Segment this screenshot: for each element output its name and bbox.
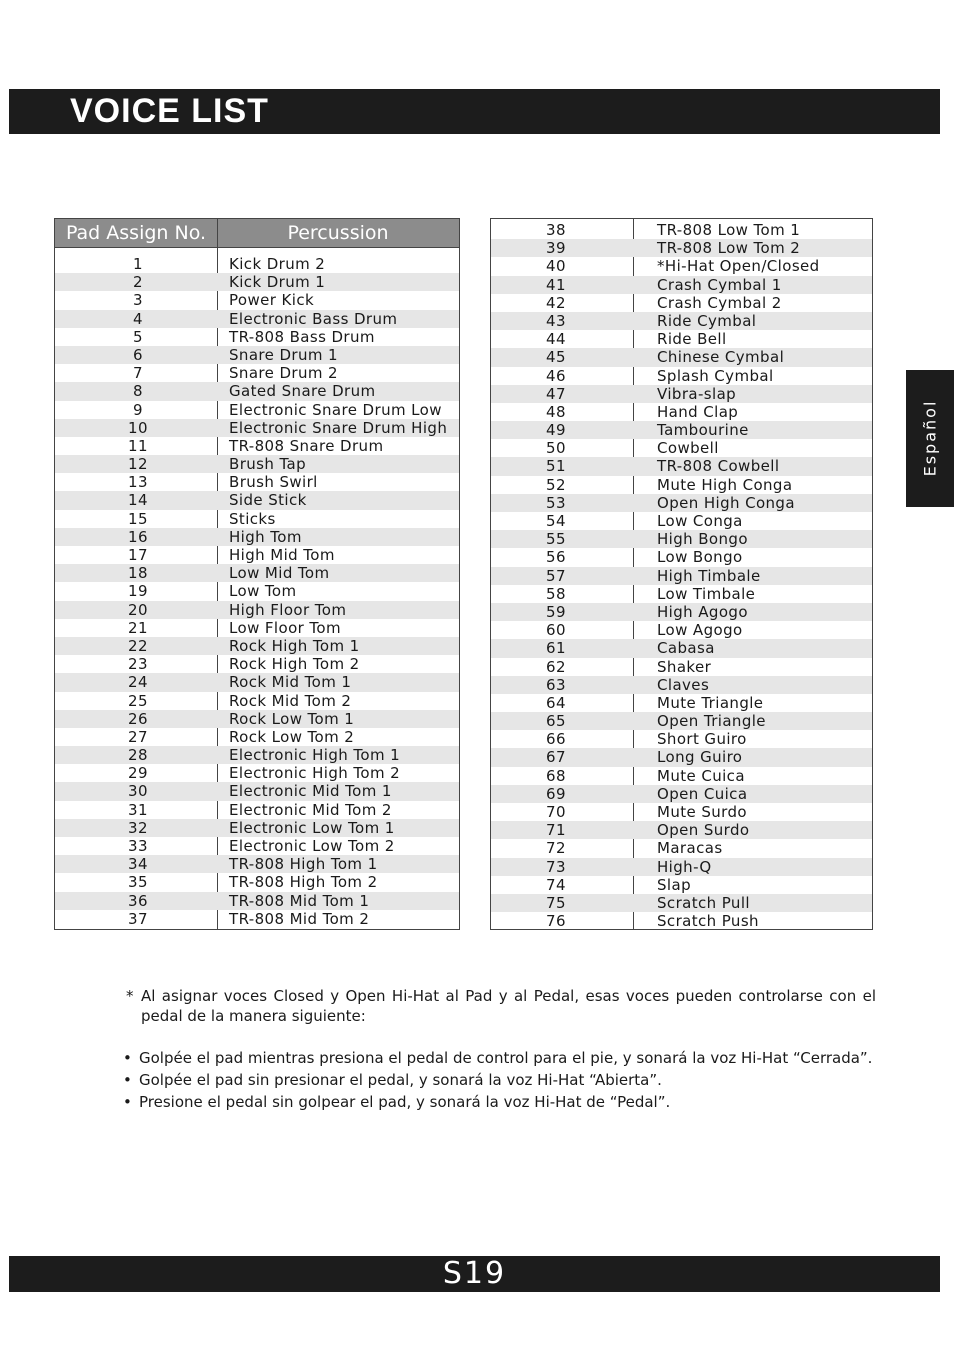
pad-number: 11 — [128, 436, 148, 455]
table-row — [491, 621, 872, 639]
percussion-name: Electronic Low Tom 1 — [229, 818, 395, 837]
table-row — [55, 637, 459, 655]
table-row — [491, 239, 872, 257]
table-row — [491, 457, 872, 475]
bullet-icon: • — [123, 1093, 132, 1111]
percussion-name: TR-808 Mid Tom 2 — [229, 909, 370, 928]
percussion-name: Open Surdo — [657, 821, 750, 840]
percussion-name: Chinese Cymbal — [657, 348, 785, 367]
language-tab — [906, 370, 954, 507]
table-row — [55, 837, 459, 855]
table-row — [491, 821, 872, 839]
percussion-name: Kick Drum 2 — [229, 255, 326, 273]
percussion-name: High Floor Tom — [229, 600, 347, 619]
bullet-icon: • — [123, 1071, 132, 1089]
percussion-name: Electronic High Tom 1 — [229, 746, 401, 765]
percussion-name: Electronic Bass Drum — [229, 309, 398, 328]
table-row — [491, 439, 872, 457]
pad-number: 49 — [546, 421, 566, 440]
percussion-name: High Bongo — [657, 530, 748, 549]
pad-number: 48 — [546, 402, 566, 421]
pad-number: 57 — [546, 566, 566, 585]
pad-number: 8 — [133, 382, 143, 401]
table-row — [491, 421, 872, 439]
percussion-name: TR-808 Cowbell — [657, 457, 780, 476]
percussion-name: Sticks — [229, 509, 276, 528]
pad-number: 6 — [133, 345, 143, 364]
pad-number: 59 — [546, 602, 566, 621]
percussion-name: Rock Low Tom 2 — [229, 727, 355, 746]
percussion-name: Crash Cymbal 1 — [657, 275, 782, 294]
table-row — [491, 312, 872, 330]
percussion-name: TR-808 Snare Drum — [229, 436, 384, 455]
percussion-name: Open Cuica — [657, 784, 748, 803]
percussion-name: Tambourine — [657, 421, 749, 440]
table-body — [491, 221, 872, 930]
table-row — [55, 892, 459, 910]
pad-number: 16 — [128, 527, 148, 546]
list-item — [123, 1070, 876, 1090]
pad-number: 18 — [128, 564, 148, 583]
table-row — [55, 291, 459, 309]
table-row — [491, 585, 872, 603]
table-row — [55, 382, 459, 400]
pad-number: 68 — [546, 766, 566, 785]
pad-number: 26 — [128, 709, 148, 728]
table-row — [55, 273, 459, 291]
table-row — [491, 803, 872, 821]
pad-number: 24 — [128, 673, 148, 692]
pad-number: 2 — [133, 273, 143, 292]
table-row — [491, 294, 872, 312]
bullet-text: Golpée el pad sin presionar el pedal, y sonará la voz Hi-Hat “Abierta”. — [139, 1071, 662, 1089]
pad-number: 63 — [546, 675, 566, 694]
pad-number: 51 — [546, 457, 566, 476]
percussion-name: TR-808 High Tom 1 — [229, 855, 378, 874]
table-row — [55, 782, 459, 800]
pad-number: 76 — [546, 912, 566, 931]
percussion-name: Mute High Conga — [657, 475, 793, 494]
pad-number: 53 — [546, 493, 566, 512]
pad-number: 56 — [546, 548, 566, 567]
table-row — [55, 546, 459, 564]
pad-number: 41 — [546, 275, 566, 294]
percussion-name: Scratch Push — [657, 912, 759, 931]
table-row — [55, 801, 459, 819]
pad-number: 25 — [128, 691, 148, 710]
table-row — [491, 403, 872, 421]
table-row — [491, 348, 872, 366]
pad-number: 74 — [546, 875, 566, 894]
percussion-name: Low Timbale — [657, 584, 756, 603]
table-row — [55, 655, 459, 673]
pad-number: 38 — [546, 221, 566, 239]
page-number: S19 — [442, 1256, 507, 1291]
table-row — [491, 858, 872, 876]
pad-number: 23 — [128, 655, 148, 674]
table-row — [55, 619, 459, 637]
percussion-name: TR-808 High Tom 2 — [229, 873, 378, 892]
pad-number: 55 — [546, 530, 566, 549]
pad-number: 70 — [546, 803, 566, 821]
percussion-name: Gated Snare Drum — [229, 382, 376, 401]
list-item — [123, 1092, 876, 1112]
percussion-name: Long Guiro — [657, 748, 743, 767]
pad-number: 39 — [546, 239, 566, 258]
table-row — [55, 401, 459, 419]
table-row — [491, 639, 872, 657]
table-row — [491, 548, 872, 566]
percussion-name: Mute Triangle — [657, 693, 764, 712]
table-row — [55, 528, 459, 546]
percussion-name: Snare Drum 1 — [229, 345, 339, 364]
pad-number: 14 — [128, 491, 148, 510]
percussion-name: Slap — [657, 875, 692, 894]
table-row — [55, 564, 459, 582]
table-row — [55, 346, 459, 364]
pad-number: 64 — [546, 693, 566, 712]
table-row — [55, 673, 459, 691]
percussion-name: Mute Cuica — [657, 766, 745, 785]
percussion-name: Low Agogo — [657, 621, 743, 640]
percussion-name: Splash Cymbal — [657, 366, 774, 385]
pad-number: 31 — [128, 800, 148, 819]
percussion-header: Percussion — [287, 222, 389, 244]
bullet-text: Presione el pedal sin golpear el pad, y sonará la voz Hi-Hat de “Pedal”. — [139, 1093, 671, 1111]
table-row — [55, 419, 459, 437]
percussion-name: Electronic Low Tom 2 — [229, 837, 395, 855]
pad-number: 37 — [128, 909, 148, 928]
pad-number: 65 — [546, 712, 566, 731]
table-row — [55, 473, 459, 491]
percussion-name: TR-808 Mid Tom 1 — [229, 891, 370, 910]
percussion-name: TR-808 Low Tom 1 — [657, 221, 801, 239]
table-row — [55, 764, 459, 782]
percussion-name: Power Kick — [229, 291, 315, 310]
percussion-name: Crash Cymbal 2 — [657, 293, 782, 312]
table-row — [491, 658, 872, 676]
percussion-name: Snare Drum 2 — [229, 364, 339, 383]
percussion-name: Electronic Mid Tom 2 — [229, 800, 392, 819]
pad-number: 58 — [546, 584, 566, 603]
table-body — [55, 255, 459, 928]
pad-number: 15 — [128, 509, 148, 528]
table-row — [491, 385, 872, 403]
percussion-name: Rock High Tom 2 — [229, 655, 360, 674]
pad-number: 45 — [546, 348, 566, 367]
table-row — [491, 767, 872, 785]
bullet-icon: • — [123, 1049, 132, 1067]
pad-number: 20 — [128, 600, 148, 619]
pad-number: 43 — [546, 311, 566, 330]
percussion-name: Rock Mid Tom 1 — [229, 673, 352, 692]
hihat-note-text: Al asignar voces Closed y Open Hi-Hat al Pad y al Pedal, esas voces pueden controlarse con el pedal de la manera siguiente: — [141, 987, 876, 1025]
table-row — [55, 328, 459, 346]
pad-number: 13 — [128, 473, 148, 492]
percussion-name: Hand Clap — [657, 402, 739, 421]
pad-number: 28 — [128, 746, 148, 765]
percussion-name: Electronic Mid Tom 1 — [229, 782, 392, 801]
percussion-name: Electronic Snare Drum High — [229, 418, 448, 437]
pad-number: 47 — [546, 384, 566, 403]
pad-number: 21 — [128, 618, 148, 637]
table-row — [55, 310, 459, 328]
percussion-name: *Hi-Hat Open/Closed — [657, 257, 820, 276]
percussion-name: Brush Tap — [229, 455, 307, 474]
hihat-note — [126, 986, 876, 1026]
pad-number: 3 — [133, 291, 143, 310]
table-row — [491, 476, 872, 494]
percussion-name: Mute Surdo — [657, 803, 747, 821]
table-row — [491, 603, 872, 621]
pad-number: 52 — [546, 475, 566, 494]
pad-number: 61 — [546, 639, 566, 658]
table-row — [491, 330, 872, 348]
table-row — [491, 494, 872, 512]
percussion-name: Low Floor Tom — [229, 618, 341, 637]
percussion-name: High Tom — [229, 527, 302, 546]
percussion-name: Side Stick — [229, 491, 307, 510]
pad-number: 17 — [128, 546, 148, 564]
percussion-name: Ride Bell — [657, 330, 727, 349]
language-label: Español — [920, 399, 940, 477]
table-row — [491, 676, 872, 694]
page-title: VOICE LIST — [70, 92, 269, 130]
pad-number: 10 — [128, 418, 148, 437]
table-row — [491, 567, 872, 585]
percussion-name: Electronic High Tom 2 — [229, 764, 401, 783]
pad-number: 40 — [546, 257, 566, 276]
percussion-name: High-Q — [657, 857, 712, 876]
percussion-name: Rock High Tom 1 — [229, 636, 360, 655]
percussion-name: High Agogo — [657, 602, 748, 621]
table-row — [55, 746, 459, 764]
pad-number: 33 — [128, 837, 148, 855]
percussion-name: Claves — [657, 675, 710, 694]
pad-number: 50 — [546, 439, 566, 458]
pad-number: 69 — [546, 784, 566, 803]
table-row — [491, 530, 872, 548]
pad-number: 67 — [546, 748, 566, 767]
table-row — [491, 221, 872, 239]
list-item — [123, 1048, 876, 1068]
pad-number: 12 — [128, 455, 148, 474]
pad-number: 22 — [128, 636, 148, 655]
pad-number: 60 — [546, 621, 566, 640]
pad-number: 71 — [546, 821, 566, 840]
table-row — [55, 582, 459, 600]
percussion-name: Cabasa — [657, 639, 715, 658]
table-row — [55, 873, 459, 891]
pad-number: 62 — [546, 657, 566, 676]
table-row — [55, 437, 459, 455]
table-row — [55, 710, 459, 728]
pad-number: 73 — [546, 857, 566, 876]
percussion-name: TR-808 Bass Drum — [229, 327, 375, 346]
percussion-name: Ride Cymbal — [657, 311, 757, 330]
table-row — [55, 855, 459, 873]
percussion-name: Open High Conga — [657, 493, 795, 512]
percussion-name: Electronic Snare Drum Low — [229, 400, 442, 419]
percussion-name: Short Guiro — [657, 730, 747, 749]
percussion-name: Low Tom — [229, 582, 297, 601]
pad-number: 66 — [546, 730, 566, 749]
table-row — [491, 730, 872, 748]
table-row — [55, 819, 459, 837]
table-row — [491, 785, 872, 803]
notes-section — [123, 986, 876, 1114]
voice-table-left — [54, 218, 460, 930]
pad-number: 4 — [133, 309, 143, 328]
pad-number: 42 — [546, 293, 566, 312]
table-row — [55, 910, 459, 928]
pad-number: 44 — [546, 330, 566, 349]
table-row — [491, 876, 872, 894]
title-bar — [9, 89, 940, 134]
pad-number: 32 — [128, 818, 148, 837]
table-row — [55, 255, 459, 273]
pad-number: 46 — [546, 366, 566, 385]
pad-number: 7 — [133, 364, 143, 383]
table-row — [491, 512, 872, 530]
pad-number: 30 — [128, 782, 148, 801]
pad-number: 5 — [133, 327, 143, 346]
percussion-name: Cowbell — [657, 439, 719, 458]
pad-number: 27 — [128, 727, 148, 746]
percussion-name: Rock Low Tom 1 — [229, 709, 355, 728]
table-row — [55, 510, 459, 528]
percussion-name: High Mid Tom — [229, 546, 335, 564]
bullet-text: Golpée el pad mientras presiona el pedal de control para el pie, y sonará la voz Hi-Hat “Cerrada”. — [139, 1049, 873, 1067]
percussion-name: Brush Swirl — [229, 473, 318, 492]
percussion-name: Vibra-slap — [657, 384, 737, 403]
pad-number: 19 — [128, 582, 148, 601]
table-row — [491, 712, 872, 730]
table-row — [491, 912, 872, 930]
percussion-name: Low Conga — [657, 512, 743, 530]
percussion-name: Low Mid Tom — [229, 564, 330, 583]
pad-number: 72 — [546, 839, 566, 858]
asterisk-mark: * — [126, 987, 134, 1005]
pad-number: 1 — [133, 255, 143, 273]
percussion-name: Rock Mid Tom 2 — [229, 691, 352, 710]
pad-number: 29 — [128, 764, 148, 783]
pad-number: 34 — [128, 855, 148, 874]
percussion-name: Scratch Pull — [657, 893, 750, 912]
percussion-name: Shaker — [657, 657, 712, 676]
table-row — [55, 728, 459, 746]
pad-number: 54 — [546, 512, 566, 530]
table-row — [55, 491, 459, 509]
footer-bar — [9, 1256, 940, 1292]
table-row — [491, 894, 872, 912]
table-row — [491, 276, 872, 294]
table-header — [55, 219, 459, 248]
table-row — [55, 601, 459, 619]
table-row — [491, 694, 872, 712]
percussion-name: Low Bongo — [657, 548, 743, 567]
percussion-name: Kick Drum 1 — [229, 273, 326, 292]
table-row — [55, 692, 459, 710]
table-row — [491, 839, 872, 857]
percussion-name: TR-808 Low Tom 2 — [657, 239, 801, 258]
percussion-name: Open Triangle — [657, 712, 766, 731]
table-row — [491, 367, 872, 385]
pad-number: 75 — [546, 893, 566, 912]
percussion-name: Maracas — [657, 839, 723, 858]
table-row — [491, 257, 872, 275]
pad-assign-header: Pad Assign No. — [65, 222, 207, 244]
table-row — [55, 455, 459, 473]
table-row — [491, 748, 872, 766]
pad-number: 9 — [133, 400, 143, 419]
table-row — [55, 364, 459, 382]
pad-number: 35 — [128, 873, 148, 892]
pad-number: 36 — [128, 891, 148, 910]
voice-table-right — [490, 218, 873, 930]
bullet-list — [123, 1048, 876, 1112]
percussion-name: High Timbale — [657, 566, 761, 585]
